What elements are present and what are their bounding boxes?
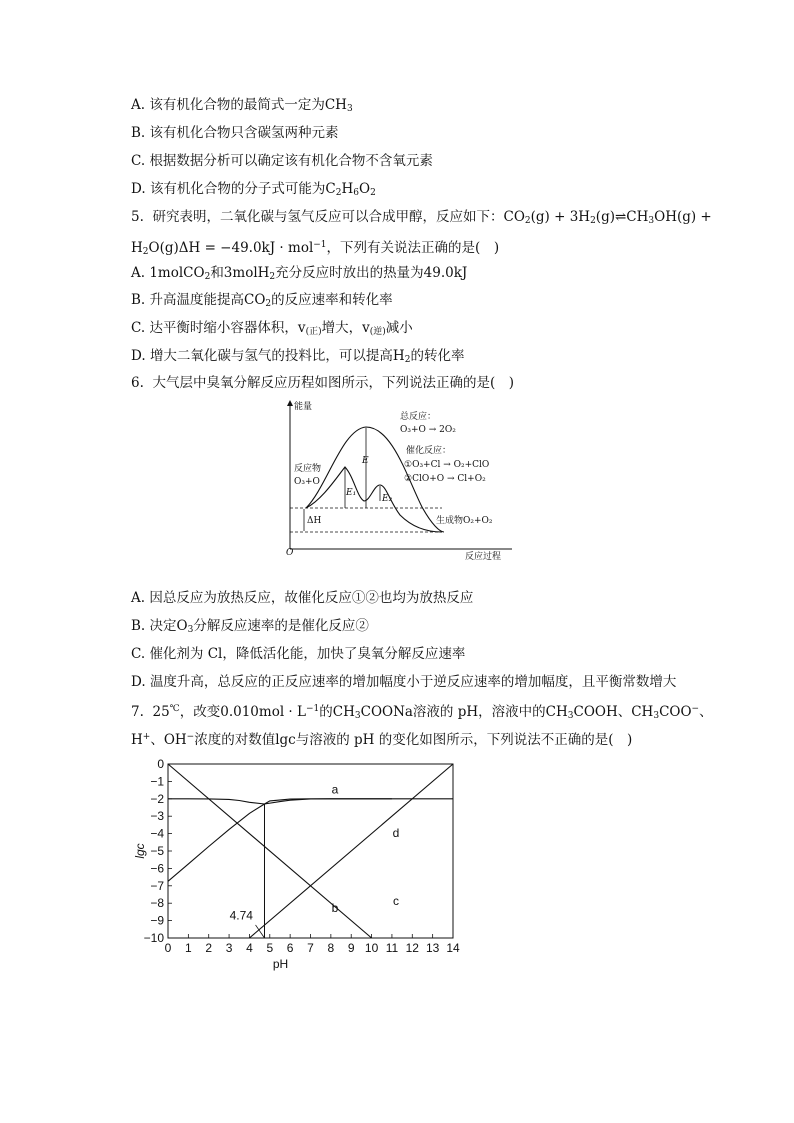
catalytic-step-1: ①O₃+Cl → O₂+ClO [404, 460, 490, 470]
catalytic-step-2: ②ClO+O → Cl+O₂ [404, 474, 486, 484]
subscript: 2 [335, 188, 342, 198]
equation-text: (g)⇌CH [595, 209, 649, 225]
question-stem: COO [659, 704, 692, 720]
E2-label: E₂ [382, 494, 393, 504]
option-label: D. [131, 674, 146, 690]
question-stem: 、OH [150, 732, 187, 748]
option-label: A. [131, 265, 146, 281]
series-b-label: b [331, 900, 339, 915]
subscript: 2 [590, 216, 596, 226]
q5-option-d[interactable] [131, 347, 464, 369]
equation-text: OH(g) + [654, 209, 712, 225]
y-tick-label: −10 [143, 931, 164, 945]
q6-option-c[interactable] [131, 645, 465, 663]
subscript: 2 [142, 247, 149, 257]
q5-option-a[interactable] [131, 264, 467, 286]
superscript: −1 [313, 240, 327, 250]
x-tick-label: 14 [446, 941, 460, 955]
subscript: 3 [648, 216, 655, 226]
superscript: − [691, 704, 700, 714]
series-c-line [168, 799, 392, 882]
x-tick-label: 6 [286, 941, 294, 955]
dH-label: ΔH [307, 516, 322, 526]
option-text: 因总反应为放热反应，故催化反应①②也均为放热反应 [149, 590, 474, 606]
series-c-label: c [393, 893, 399, 908]
option-text: 催化剂为 Cl，降低活化能，加快了臭氧分解反应速率 [149, 646, 466, 662]
lgc-ph-chart [130, 755, 470, 975]
subscript: (逆) [369, 327, 386, 337]
subscript: 3 [346, 104, 353, 114]
question-stem: ，改变0.010mol · L [179, 704, 306, 720]
E1-label: E₁ [346, 488, 357, 498]
option-label: D. [131, 181, 146, 197]
q6-option-b[interactable] [131, 617, 369, 639]
x-tick-label: 7 [307, 941, 314, 955]
energy-diagram [282, 397, 518, 563]
question-stem: COONa溶液的 pH，溶液中的CH [360, 704, 568, 720]
option-text: 减小 [385, 320, 413, 336]
x-tick-label: 1 [185, 941, 192, 955]
x-axis-label: pH [272, 957, 289, 971]
x-tick-label: 9 [347, 941, 355, 955]
q6-option-d[interactable] [131, 673, 676, 691]
energy-x-label: 反应过程 [465, 552, 502, 562]
subscript: 2 [204, 272, 211, 282]
x-tick-label: 4 [246, 941, 253, 955]
question-stem: 的CH [319, 704, 355, 720]
option-text: 1molCO [149, 265, 205, 281]
y-tick-label: −5 [150, 844, 164, 858]
q5-option-b[interactable] [131, 291, 393, 313]
superscript: ℃ [169, 704, 180, 714]
subscript: 3 [567, 711, 574, 721]
question-number: 7. [131, 704, 144, 720]
q4-option-b[interactable] [131, 124, 339, 142]
question-number: 5. [131, 209, 144, 225]
series-a-label: a [331, 782, 339, 797]
catalytic-title: 催化反应： [406, 446, 452, 456]
y-tick-label: −4 [150, 826, 164, 841]
x-tick-label: 3 [225, 941, 233, 955]
y-tick-label: −7 [150, 878, 164, 893]
subscript: 3 [354, 711, 361, 721]
question-stem: 、 [699, 704, 713, 720]
subscript: (正) [305, 327, 322, 337]
y-tick-label: −6 [150, 861, 164, 876]
option-text: 该有机化合物只含碳氢两种元素 [149, 125, 339, 141]
equation-text: CO [503, 209, 525, 225]
subscript: 2 [524, 216, 531, 226]
question-stem: 浓度的对数值lgc与溶液的 pH 的变化如图所示，下列说法不正确的是( ) [194, 732, 633, 748]
option-label: B. [131, 125, 146, 141]
y-tick-label: −3 [150, 809, 164, 824]
q6-option-a[interactable] [131, 589, 473, 607]
E-label: E [362, 456, 369, 466]
superscript: + [142, 732, 151, 742]
option-text: 达平衡时缩小容器体积，v [149, 320, 306, 336]
subscript: 2 [404, 355, 411, 365]
x-tick-label: 2 [205, 941, 213, 955]
q6-stem [131, 374, 514, 392]
x-tick-label: 8 [327, 941, 335, 955]
question-stem: 25 [152, 704, 170, 720]
option-text: 的反应速率和转化率 [271, 292, 393, 308]
question-stem: H [131, 732, 143, 748]
option-label: D. [131, 348, 146, 364]
option-text: 分解反应速率的是催化反应② [193, 618, 369, 634]
x-tick-label: 13 [425, 941, 440, 955]
origin-label: O [286, 548, 294, 558]
option-text: 根据数据分析可以确定该有机化合物不含氧元素 [149, 153, 433, 169]
option-label: C. [131, 320, 146, 336]
reactant-formula: O₃+O [294, 477, 320, 487]
q7-stem-line-1 [131, 700, 713, 725]
option-label: B. [131, 292, 146, 308]
equation-text: O(g)ΔH = −49.0kJ · mol [148, 240, 314, 256]
option-label: C. [131, 153, 146, 169]
question-stem: 大气层中臭氧分解反应历程如图所示，下列说法正确的是( ) [152, 375, 515, 391]
option-label: C. [131, 646, 146, 662]
y-tick-label: −1 [150, 774, 164, 789]
q4-option-d[interactable] [131, 180, 376, 202]
plot-frame [168, 764, 453, 938]
option-text: O [359, 181, 371, 197]
subscript: 3 [187, 625, 194, 635]
superscript: − [186, 732, 195, 742]
option-text: 的转化率 [410, 348, 465, 364]
subscript: 2 [269, 272, 276, 282]
option-text: 和3molH [210, 265, 270, 281]
option-text: 充分反应时放出的热量为49.0kJ [275, 265, 468, 281]
pka-annotation: 4.74 [229, 908, 253, 923]
question-stem: COOH、CH [573, 704, 654, 720]
total-reaction-title: 总反应： [400, 412, 437, 422]
product-label: 生成物O₂+O₂ [436, 516, 493, 526]
option-text: 该有机化合物的最简式一定为CH [149, 97, 347, 113]
series-b-line [168, 764, 372, 938]
option-label: A. [131, 97, 146, 113]
x-tick-label: 12 [405, 941, 419, 955]
option-text: 该有机化合物的分子式可能为C [149, 181, 336, 197]
x-tick-label: 0 [164, 941, 172, 955]
subscript: 2 [370, 188, 376, 198]
q5-stem-line-1 [131, 208, 712, 230]
q4-option-a[interactable] [131, 96, 353, 118]
option-text: 增大，v [321, 320, 370, 336]
y-tick-label: −9 [150, 913, 164, 928]
option-text: 升高温度能提高CO [149, 292, 266, 308]
option-text: 决定O [149, 618, 188, 634]
y-axis-label: lgc [133, 843, 147, 859]
energy-y-label: 能量 [294, 402, 313, 412]
y-tick-label: −8 [150, 896, 164, 911]
y-tick-label: −2 [150, 791, 164, 806]
option-label: A. [131, 590, 146, 606]
q5-stem-line-2 [131, 236, 499, 261]
total-reaction-equation: O₃+O → 2O₂ [400, 425, 456, 435]
x-tick-label: 5 [266, 941, 274, 955]
question-number: 6. [131, 375, 144, 391]
series-a-line [168, 799, 453, 804]
series-d-line [249, 764, 453, 938]
reactant-label: 反应物 [294, 464, 322, 474]
x-tick-label: 10 [364, 941, 379, 955]
q5-option-c[interactable] [131, 319, 413, 341]
question-stem: ，下列有关说法正确的是( ) [326, 240, 500, 256]
subscript: 2 [265, 299, 272, 309]
option-text: 温度升高，总反应的正反应速率的增加幅度小于逆反应速率的增加幅度，且平衡常数增大 [149, 674, 677, 690]
equation-text: (g) + 3H [530, 209, 591, 225]
superscript: −1 [305, 704, 320, 714]
question-stem: 研究表明，二氧化碳与氢气反应可以合成甲醇，反应如下： [152, 209, 504, 225]
option-label: B. [131, 618, 146, 634]
equation-text: H [131, 240, 143, 256]
option-text: H [341, 181, 354, 197]
series-d-label: d [392, 826, 400, 841]
x-tick-label: 11 [385, 941, 399, 955]
q7-stem-line-2 [131, 728, 632, 749]
y-tick-label: 0 [157, 757, 164, 771]
subscript: 3 [653, 711, 660, 721]
subscript: 6 [353, 188, 360, 198]
option-text: 增大二氧化碳与氢气的投料比，可以提高H [149, 348, 405, 364]
q4-option-c[interactable] [131, 152, 433, 170]
